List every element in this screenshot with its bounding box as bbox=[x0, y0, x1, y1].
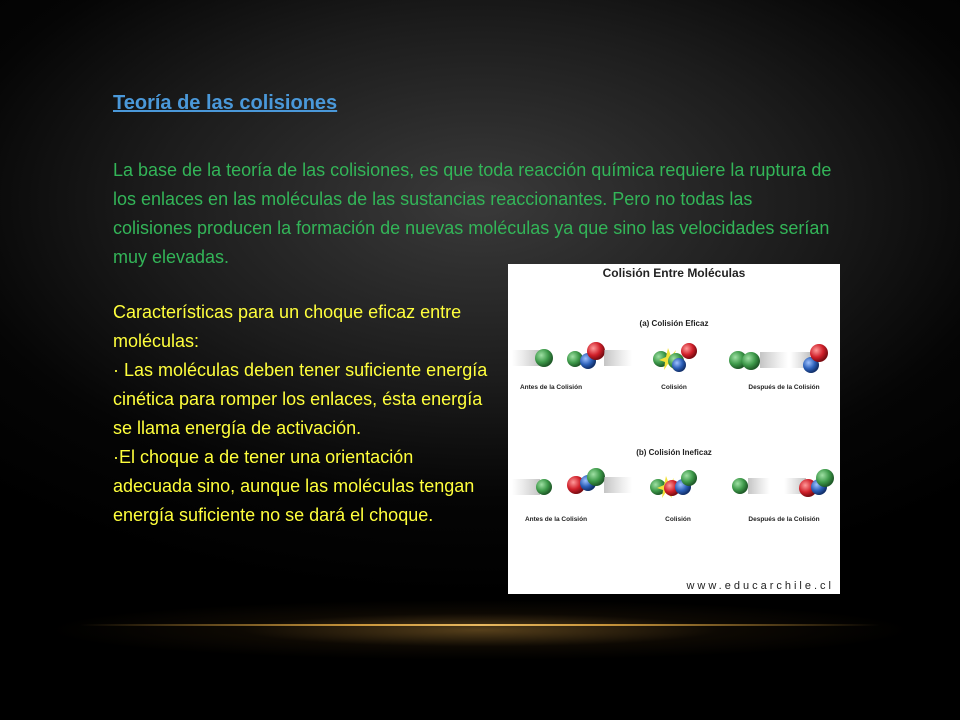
blue-molecule bbox=[672, 358, 686, 372]
collision-diagram-svg bbox=[508, 264, 840, 594]
label-after-b: Después de la Colisión bbox=[748, 516, 820, 523]
characteristics-heading: Características para un choque eficaz entre moléculas: bbox=[113, 302, 462, 351]
bottom-glow bbox=[0, 600, 960, 660]
characteristics-block bbox=[113, 298, 493, 530]
slide-title: Teoría de las colisiones bbox=[113, 92, 338, 114]
motion-trail bbox=[604, 477, 632, 493]
label-before-a: Antes de la Colisión bbox=[519, 384, 583, 391]
label-collision-b: Colisión bbox=[665, 516, 691, 523]
collision-diagram bbox=[508, 264, 840, 594]
motion-trail bbox=[512, 479, 540, 495]
green-molecule bbox=[816, 469, 834, 487]
characteristic-energy: · Las moléculas deben tener suficiente energía cinética para romper los enlaces, ésta energía se llama energía de activación. bbox=[113, 360, 488, 438]
red-molecule bbox=[587, 342, 605, 360]
green-molecule bbox=[742, 352, 760, 370]
green-molecule bbox=[587, 468, 605, 486]
motion-trail bbox=[748, 478, 770, 494]
motion-trail bbox=[604, 350, 632, 366]
gold-divider-line bbox=[80, 624, 880, 626]
intro-paragraph: La base de la teoría de las colisiones, es que toda reacción química requiere la ruptura de los enlaces en las moléculas de las sustancias reaccionantes. Pero no todas las colisiones producen la formación de nuevas moléculas ya que sino las velocidades serían muy elevadas. bbox=[113, 160, 832, 267]
green-molecule bbox=[681, 470, 697, 486]
label-after-a: Después de la Colisión bbox=[748, 384, 820, 391]
section-b-label: (b) Colisión Ineficaz bbox=[636, 448, 712, 457]
label-before-b: Antes de la Colisión bbox=[524, 516, 588, 523]
green-molecule bbox=[536, 479, 552, 495]
red-molecule bbox=[681, 343, 697, 359]
red-molecule bbox=[810, 344, 828, 362]
characteristic-orientation: ·El choque a de tener una orientación adecuada sino, aunque las moléculas tengan energía suficiente no se dará el choque. bbox=[113, 447, 475, 525]
section-a-label: (a) Colisión Eficaz bbox=[639, 319, 709, 328]
figure-title: Colisión Entre Moléculas bbox=[602, 266, 746, 280]
green-molecule bbox=[732, 478, 748, 494]
motion-trail bbox=[760, 352, 788, 368]
image-credit: www.educarchile.cl bbox=[686, 580, 834, 592]
green-molecule bbox=[535, 349, 553, 367]
label-collision-a: Colisión bbox=[661, 384, 687, 391]
